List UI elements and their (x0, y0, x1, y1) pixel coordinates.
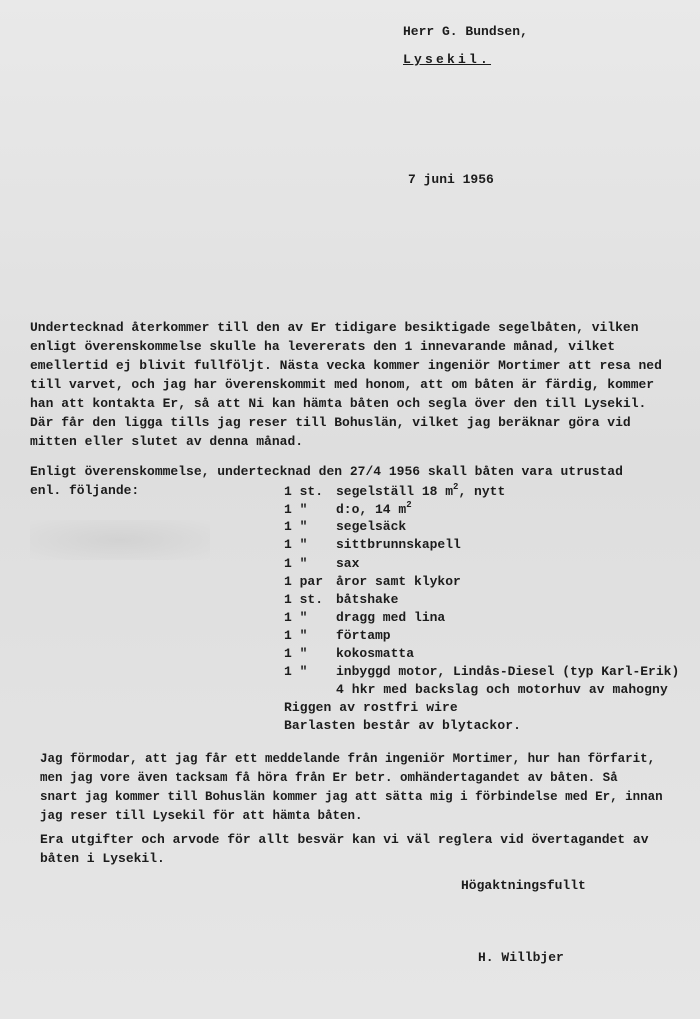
closing-text: Högaktningsfullt (461, 878, 586, 893)
equipment-item: 1 " d:o, 14 $m^2$ (284, 500, 412, 517)
paragraph-4 (40, 830, 649, 868)
letter-date: 7 juni 1956 (408, 172, 494, 187)
paragraph-line: enligt överenskommelse skulle ha levererats den 1 innevarande månad, vilket (30, 339, 616, 354)
paragraph-line: mitten eller slutet av denna månad. (30, 434, 304, 449)
paragraph-line: Enligt överenskommelse, undertecknad den 27/4 1956 skall båten vara utrustad (30, 464, 623, 479)
ballast-note: Barlasten består av blytackor. (284, 718, 522, 733)
equipment-item: 1 st. båtshake (284, 592, 399, 607)
equipment-item: 1 st. segelställ 18 $m^2$, nytt (284, 482, 506, 499)
paragraph-line: snart jag kommer till Bohuslän kommer jag att sätta mig i förbindelse med Er, innan (40, 790, 663, 804)
equipment-item: 1 " dragg med lina (284, 610, 446, 625)
paragraph-3 (40, 750, 663, 826)
equipment-item: 1 " sax (284, 556, 360, 571)
recipient-name: Herr G. Bundsen, (403, 24, 528, 39)
paper-smudge (30, 520, 210, 560)
paragraph-line: emellertid ej blivit fullföljt. Nästa vecka kommer ingeniör Mortimer att resa ned (30, 358, 662, 373)
paragraph-line: båten i Lysekil. (40, 851, 165, 866)
paragraph-line: jag reser till Lysekil för att hämta båten. (40, 809, 363, 823)
equipment-item: 1 " inbyggd motor, Lindås-Diesel (typ Karl-Erik) (284, 664, 680, 679)
paragraph-line: Jag förmodar, att jag får ett meddelande från ingeniör Mortimer, hur han förfarit, (40, 752, 656, 766)
paragraph-line: till varvet, och jag har överenskommit med honom, att om båten är färdig, kommer (30, 377, 655, 392)
equipment-item: 1 par åror samt klykor (284, 574, 461, 589)
paragraph-line: enl. följande: (30, 483, 140, 498)
paragraph-line: Där får den ligga tills jag reser till Bohuslän, vilket jag beräknar göra vid (30, 415, 631, 430)
paragraph-line: han att kontakta Er, så att Ni kan hämta båten och segla över den till Lysekil. (30, 396, 647, 411)
signature-name: H. Willbjer (478, 950, 564, 965)
rigging-note: Riggen av rostfri wire (284, 700, 458, 715)
equipment-item: 1 " förtamp (284, 628, 391, 643)
paragraph-line: Era utgifter och arvode för allt besvär kan vi väl reglera vid övertagandet av (40, 832, 649, 847)
equipment-item: 1 " sittbrunnskapell (284, 537, 461, 552)
recipient-place: Lysekil. (403, 52, 492, 67)
equipment-item: 1 " segelsäck (284, 519, 407, 534)
paragraph-line: Undertecknad återkommer till den av Er tidigare besiktigade segelbåten, vilken (30, 320, 639, 335)
motor-detail: 4 hkr med backslag och motorhuv av mahogny (336, 682, 668, 697)
equipment-item: 1 " kokosmatta (284, 646, 415, 661)
paragraph-line: men jag vore även tacksam få höra från Er betr. omhändertagandet av båten. Så (40, 771, 618, 785)
paragraph-1 (30, 318, 662, 451)
